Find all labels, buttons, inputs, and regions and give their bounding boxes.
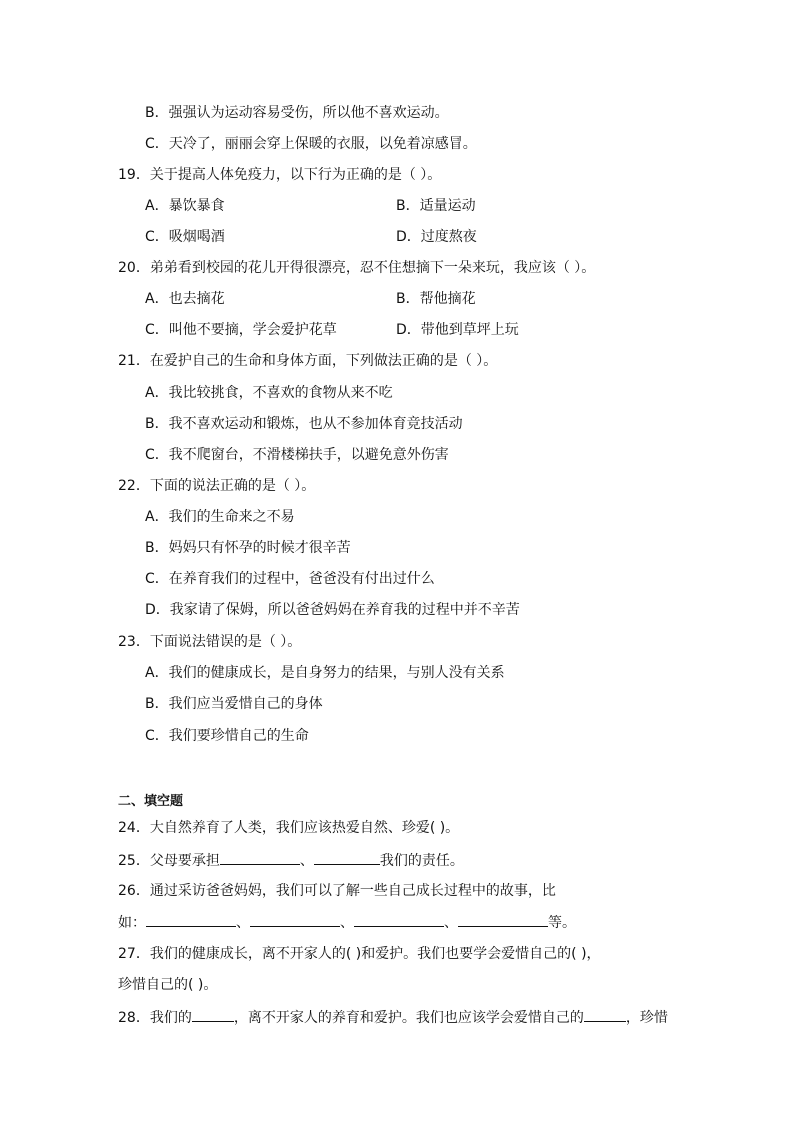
q18-option-c: C．天冷了，丽丽会穿上保暖的衣服，以免着凉感冒。 [145, 136, 477, 152]
q28 [118, 1007, 668, 1028]
q26-separator-1: 、 [236, 915, 250, 931]
section-title-fill-blank: 二、填空题 [118, 794, 184, 809]
q26-blank-2 [250, 912, 340, 927]
q23-stem: 23．下面说法错误的是（ ）。 [118, 634, 302, 650]
q23-option-b: B．我们应当爱惜自己的身体 [145, 696, 323, 712]
q26-separator-2: 、 [340, 915, 354, 931]
q26-line2 [118, 912, 576, 933]
q25-blank-1 [220, 850, 300, 865]
q26-prefix: 如： [118, 915, 146, 931]
q23-option-c: C．我们要珍惜自己的生命 [145, 728, 309, 744]
q25-blank-2 [314, 850, 380, 865]
q26-suffix: 等。 [548, 915, 576, 931]
q28-middle: ，离不开家人的养育和爱护。我们也应该学会爱惜自己的 [233, 1010, 584, 1026]
q19-option-b: B．适量运动 [396, 198, 476, 214]
q25-prefix: 25．父母要承担 [118, 853, 220, 869]
q19-option-d: D．过度熬夜 [396, 229, 477, 245]
q25-suffix: 我们的责任。 [379, 853, 464, 869]
q19-stem: 19．关于提高人体免疫力，以下行为正确的是（ ）。 [118, 167, 442, 183]
q27-line1: 27．我们的健康成长，离不开家人的( )和爱护。我们也要学会爱惜自己的( )， [118, 946, 601, 962]
q22-option-c: C．在养育我们的过程中，爸爸没有付出过什么 [145, 571, 435, 587]
q28-blank-2 [584, 1007, 626, 1022]
q28-prefix: 28．我们的 [118, 1010, 192, 1026]
q18-option-b: B．强强认为运动容易受伤，所以他不喜欢运动。 [145, 105, 449, 121]
q25-separator: 、 [299, 853, 314, 869]
q26-blank-1 [146, 912, 236, 927]
q28-blank-1 [192, 1007, 234, 1022]
q26-line1: 26．通过采访爸爸妈妈，我们可以了解一些自己成长过程中的故事，比 [118, 883, 556, 899]
q28-suffix: ，珍惜 [625, 1010, 668, 1026]
q19-option-c: C．吸烟喝酒 [145, 229, 225, 245]
q23-option-a: A．我们的健康成长，是自身努力的结果，与别人没有关系 [145, 665, 505, 681]
q24: 24．大自然养育了人类，我们应该热爱自然、珍爱( )。 [118, 820, 460, 836]
q20-option-a: A．也去摘花 [145, 291, 225, 307]
q20-option-c: C．叫他不要摘，学会爱护花草 [145, 322, 337, 338]
q27-line2: 珍惜自己的( )。 [118, 977, 218, 993]
q21-option-c: C．我不爬窗台，不滑楼梯扶手，以避免意外伤害 [145, 447, 449, 463]
q21-stem: 21．在爱护自己的生命和身体方面，下列做法正确的是（ ）。 [118, 353, 498, 369]
q22-option-d: D．我家请了保姆，所以爸爸妈妈在养育我的过程中并不辛苦 [145, 602, 520, 618]
q26-blank-4 [458, 912, 548, 927]
q22-option-b: B．妈妈只有怀孕的时候才很辛苦 [145, 540, 351, 556]
q20-stem: 20．弟弟看到校园的花儿开得很漂亮，忍不住想摘下一朵来玩，我应该（ ）。 [118, 260, 596, 276]
q19-option-a: A．暴饮暴食 [145, 198, 225, 214]
q20-option-d: D．带他到草坪上玩 [396, 322, 519, 338]
q20-option-b: B．帮他摘花 [396, 291, 476, 307]
q22-option-a: A．我们的生命来之不易 [145, 509, 295, 525]
q22-stem: 22．下面的说法正确的是（ ）。 [118, 478, 316, 494]
q21-option-a: A．我比较挑食，不喜欢的食物从来不吃 [145, 385, 393, 401]
q26-separator-3: 、 [444, 915, 458, 931]
q26-blank-3 [354, 912, 444, 927]
q25 [118, 850, 464, 871]
q21-option-b: B．我不喜欢运动和锻炼，也从不参加体育竞技活动 [145, 416, 463, 432]
